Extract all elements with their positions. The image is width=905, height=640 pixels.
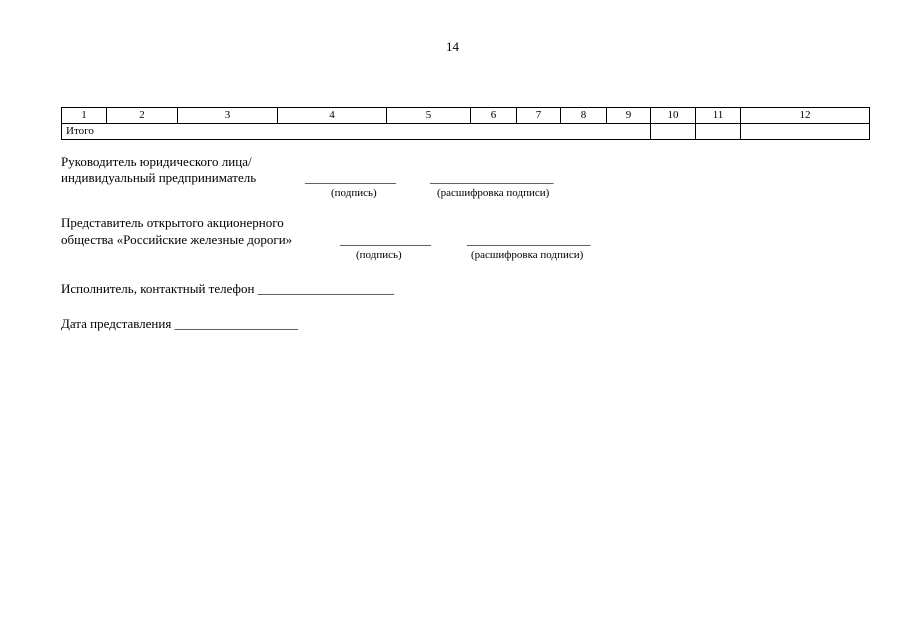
column-number: 10 <box>651 108 696 124</box>
column-number: 1 <box>62 108 107 124</box>
table-total-row <box>62 124 870 140</box>
head-decode-blank: ___________________ <box>430 170 554 185</box>
table-header-row <box>62 108 870 124</box>
rzd-title-line1: Представитель открытого акционерного <box>61 215 284 230</box>
executor-label: Исполнитель, контактный телефон <box>61 281 255 296</box>
head-title-line1: Руководитель юридического лица/ <box>61 154 252 169</box>
total-cell <box>741 124 870 140</box>
head-title-line2: индивидуальный предприниматель <box>61 170 257 185</box>
total-cell <box>651 124 696 140</box>
date-line <box>61 316 298 332</box>
column-number: 6 <box>471 108 517 124</box>
rzd-decode-blank: ___________________ <box>467 232 591 247</box>
column-number: 12 <box>741 108 870 124</box>
column-number: 7 <box>517 108 561 124</box>
head-decode-caption: (расшифровка подписи) <box>437 187 550 199</box>
rzd-title-line2: общества «Российские железные дороги» <box>61 232 293 247</box>
total-label: Итого <box>62 124 651 140</box>
report-table <box>61 107 870 140</box>
executor-blank: _____________________ <box>257 281 395 296</box>
executor-line <box>61 281 394 297</box>
column-number: 4 <box>278 108 387 124</box>
column-number: 3 <box>178 108 278 124</box>
rzd-signature-caption: (подпись) <box>356 249 402 261</box>
rzd-decode-caption: (расшифровка подписи) <box>471 249 584 261</box>
page-number: 14 <box>446 39 459 54</box>
column-number: 5 <box>387 108 471 124</box>
column-number: 2 <box>107 108 178 124</box>
column-number: 11 <box>696 108 741 124</box>
column-number: 8 <box>561 108 607 124</box>
column-number: 9 <box>607 108 651 124</box>
total-cell <box>696 124 741 140</box>
head-signature-blank: ______________ <box>305 170 396 185</box>
date-label: Дата представления <box>61 316 172 331</box>
head-signature-caption: (подпись) <box>331 187 377 199</box>
rzd-signature-blank: ______________ <box>340 232 431 247</box>
date-blank: ___________________ <box>174 316 299 331</box>
